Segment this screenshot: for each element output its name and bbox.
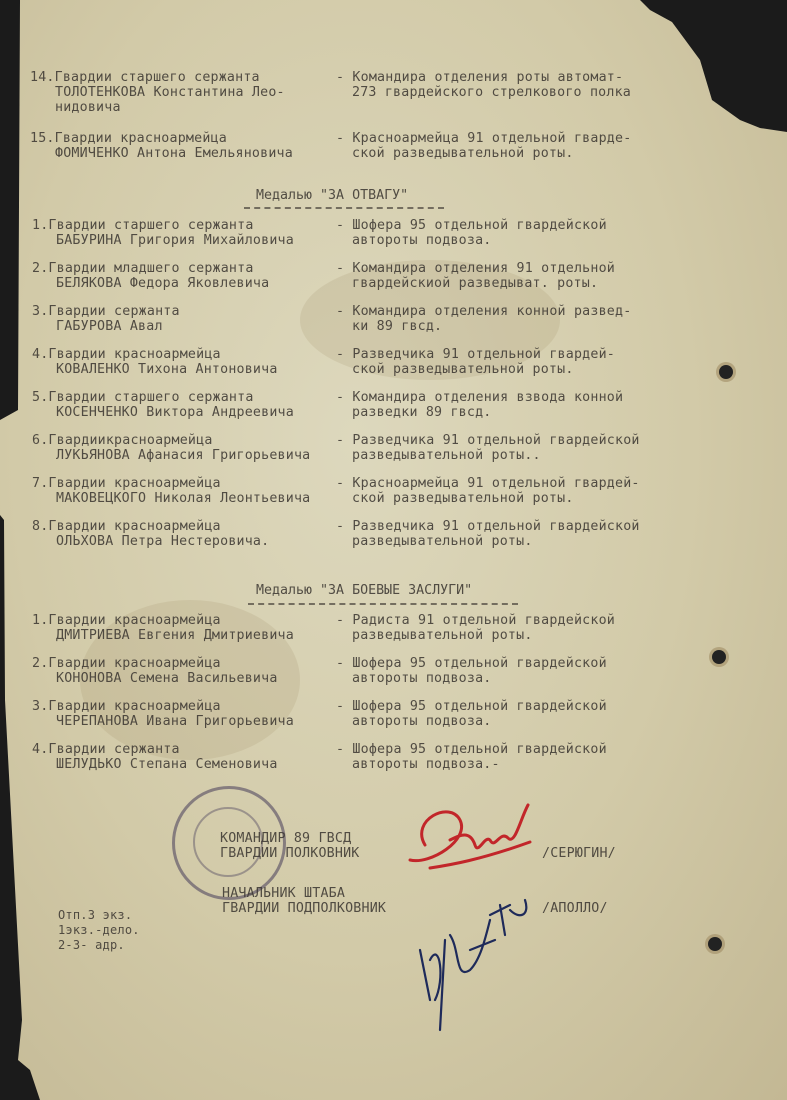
entry-rank: 6.Гвардиикрасноармейца — [32, 433, 213, 448]
entry-position: - Разведчика 91 отдельной гвардей- — [336, 347, 615, 362]
copies-note: 1экз.-дело. — [58, 923, 140, 937]
entry-rank: 3.Гвардии сержанта — [32, 304, 180, 319]
entry-name: БАБУРИНА Григория Михайловича — [56, 233, 294, 248]
entry-rank: 2.Гвардии красноармейца — [32, 656, 221, 671]
entry-name-cont: нидовича — [55, 100, 121, 115]
entry-position-cont: разведывательной роты.. — [352, 448, 541, 463]
entry-position: - Разведчика 91 отдельной гвардейской — [336, 433, 640, 448]
entry-name: ГАБУРОВА Авал — [56, 319, 163, 334]
entry-position-cont: ской разведывательной роты. — [352, 146, 574, 161]
entry-name: ТОЛОТЕНКОВА Константина Лео- — [55, 85, 285, 100]
entry-position-cont: ки 89 гвсд. — [352, 319, 443, 334]
punch-hole — [719, 365, 733, 379]
entry-position: - Командира отделения конной развед- — [336, 304, 632, 319]
punch-hole — [708, 937, 722, 951]
entry-position-cont: 273 гвардейского стрелкового полка — [352, 85, 631, 100]
entry-name: ЛУКЬЯНОВА Афанасия Григорьевича — [56, 448, 311, 463]
entry-position: - Командира отделения роты автомат- — [336, 70, 624, 85]
entry-name: КОВАЛЕНКО Тихона Антоновича — [56, 362, 278, 377]
title-underline — [248, 603, 518, 605]
chief-rank: ГВАРДИИ ПОДПОЛКОВНИК — [222, 901, 387, 916]
entry-name: КОСЕНЧЕНКО Виктора Андреевича — [56, 405, 294, 420]
entry-position-cont: разведки 89 гвсд. — [352, 405, 492, 420]
entry-position: - Командира отделения 91 отдельной — [336, 261, 615, 276]
entry-name: КОНОНОВА Семена Васильевича — [56, 671, 278, 686]
chief-name: /АПОЛЛО/ — [542, 901, 608, 916]
entry-name: БЕЛЯКОВА Федора Яковлевича — [56, 276, 270, 291]
entry-rank: 1.Гвардии старшего сержанта — [32, 218, 254, 233]
entry-rank: 2.Гвардии младшего сержанта — [32, 261, 254, 276]
entry-position: - Радиста 91 отдельной гвардейской — [336, 613, 615, 628]
entry-rank: 7.Гвардии красноармейца — [32, 476, 221, 491]
entry-position: - Шофера 95 отдельной гвардейской — [336, 699, 607, 714]
entry-position-cont: автороты подвоза. — [352, 714, 492, 729]
entry-name: ОЛЬХОВА Петра Нестеровича. — [56, 534, 270, 549]
entry-rank: 8.Гвардии красноармейца — [32, 519, 221, 534]
entry-rank: 14.Гвардии старшего сержанта — [30, 70, 260, 85]
entry-name: ФОМИЧЕНКО Антона Емельяновича — [55, 146, 293, 161]
entry-position-cont: автороты подвоза. — [352, 233, 492, 248]
title-underline — [244, 207, 444, 209]
entry-rank: 1.Гвардии красноармейца — [32, 613, 221, 628]
copies-note: Отп.3 экз. — [58, 908, 133, 922]
entry-position: - Разведчика 91 отдельной гвардейской — [336, 519, 640, 534]
entry-position: - Шофера 95 отдельной гвардейской — [336, 218, 607, 233]
entry-rank: 4.Гвардии красноармейца — [32, 347, 221, 362]
copies-note: 2-3- адр. — [58, 938, 125, 952]
entry-position-cont: гвардейскиой разведыват. роты. — [352, 276, 599, 291]
chief-signature — [400, 880, 560, 1040]
commander-rank: ГВАРДИИ ПОЛКОВНИК — [220, 846, 360, 861]
entry-rank: 15.Гвардии красноармейца — [30, 131, 227, 146]
entry-position: - Шофера 95 отдельной гвардейской — [336, 656, 607, 671]
entry-rank: 4.Гвардии сержанта — [32, 742, 180, 757]
commander-name: /СЕРЮГИН/ — [542, 846, 616, 861]
entry-position-cont: автороты подвоза. — [352, 671, 492, 686]
entry-name: МАКОВЕЦКОГО Николая Леонтьевича — [56, 491, 311, 506]
entry-rank: 3.Гвардии красноармейца — [32, 699, 221, 714]
punch-hole — [712, 650, 726, 664]
entry-name: ЧЕРЕПАНОВА Ивана Григорьевича — [56, 714, 294, 729]
entry-position: - Красноармейца 91 отдельной гвардей- — [336, 476, 640, 491]
chief-title: НАЧАЛЬНИК ШТАБА — [222, 886, 346, 901]
entry-rank: 5.Гвардии старшего сержанта — [32, 390, 254, 405]
entry-position-cont: разведывательной роты. — [352, 628, 533, 643]
entry-position-cont: ской разведывательной роты. — [352, 362, 574, 377]
entry-position-cont: автороты подвоза.- — [352, 757, 500, 772]
entry-name: ШЕЛУДЬКО Степана Семеновича — [56, 757, 278, 772]
section-title: Медалью "ЗА ОТВАГУ" — [256, 188, 409, 203]
entry-position: - Командира отделения взвода конной — [336, 390, 624, 405]
entry-position-cont: ской разведывательной роты. — [352, 491, 574, 506]
commander-title: КОМАНДИР 89 ГВСД — [220, 831, 352, 846]
entry-name: ДМИТРИЕВА Евгения Дмитриевича — [56, 628, 294, 643]
entry-position: - Шофера 95 отдельной гвардейской — [336, 742, 607, 757]
entry-position-cont: разведывательной роты. — [352, 534, 533, 549]
entry-position: - Красноармейца 91 отдельной гварде- — [336, 131, 632, 146]
section-title: Медалью "ЗА БОЕВЫЕ ЗАСЛУГИ" — [256, 583, 473, 598]
